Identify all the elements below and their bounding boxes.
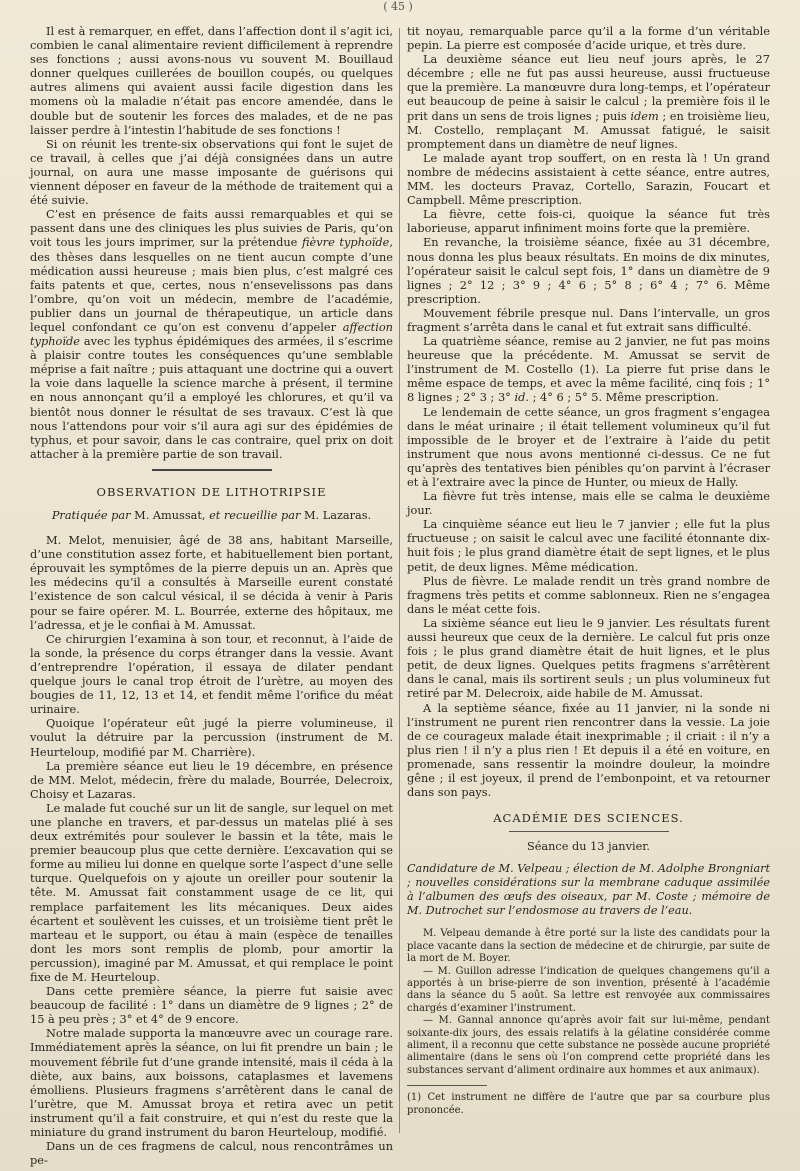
paragraph: Si on réunit les trente-six observations qui font le sujet de ce travail, à celles que j’ai déjà consignées dans un autre journal, on aura une masse imposante de guérisons qui viennent déposer en faveur de la méthode de traitement qui a été suivie.: [30, 136, 393, 208]
paragraph: La sixième séance eut lieu le 9 janvier. Les résultats furent aussi heureux que ceux de la dernière. Le calcul fut pris onze fois ; le plus grand diamètre était de huit lignes, et le plus petit, de deux lignes. Quelques petits fragmens s’arrêtèrent dans le canal, mais ils sortirent seuls ; un plus volumineux fut retiré par M. Delecroix, aide habile de M. Amussat.: [407, 615, 770, 701]
left-column: [30, 24, 393, 1167]
paragraph: Dans cette première séance, la pierre fut saisie avec beaucoup de facilité : 1° dans un diamètre de 9 lignes ; 2° de 15 à peu près ; 3° et 4° de 9 encore.: [30, 984, 393, 1027]
paragraph: Quoique l’opérateur eût jugé la pierre volumineuse, il voulut la détruire par la percussion (instrument de M. Heurteloup, modifié par M. Charrière).: [30, 716, 393, 759]
page-number: ( 45 ): [383, 0, 413, 13]
byline-italic: Pratiquée par: [51, 509, 131, 522]
session-date: Séance du 13 janvier.: [526, 840, 651, 854]
paragraph: [30, 207, 393, 461]
paragraph: Ce chirurgien l’examina à son tour, et reconnut, à l’aide de la sonde, la présence du corps étranger dans la vessie. Avant d’entreprendre l’opération, il essaya de dilater pendant quelque jours le canal trop étroit de l’urètre, au moyen des bougies de 11, 12, 13 et 14, et fendit même l’orifice du méat urinaire.: [30, 631, 393, 717]
text-run: , des thèses dans lesquelles on ne tient aucun compte d’une médication aussi heureuse ; mais bien plus, c’est malgré ces faits patents et que, certes, nous n’ensevelissons pas dans l’ombre, qu’on voit un médecin, membre de l’académie, publier dans un journal de thérapeutique, un article dans lequel confondant ce qu’on est convenu d’appeler: [30, 235, 393, 334]
footnote-rule: [407, 1085, 487, 1086]
right-column: [407, 24, 770, 1167]
paragraph: tit noyau, remarquable parce qu’il a la forme d’un véritable pepin. La pierre est composée d’acide urique, et très dure.: [407, 24, 770, 53]
paragraph: La cinquième séance eut lieu le 7 janvier ; elle fut la plus fructueuse ; on saisit le calcul avec une facilité étonnante dix-huit fois ; le plus grand diamètre était de sept lignes, et le plus petit, de deux lignes. Même médication.: [407, 517, 770, 574]
paragraph: Plus de fièvre. Le malade rendit un très grand nombre de fragmens très petits et comme sablonneux. Rien ne s’engagea dans le méat cette fois.: [407, 573, 770, 616]
paragraph: Le lendemain de cette séance, un gros fragment s’engagea dans le méat urinaire ; il était tellement volumineux qu’il fut impossible de le broyer et de l’extraire à l’aide du petit instrument que nous avons mentionné ci-dessus. Ce ne fut qu’après des tentatives bien pénibles qu’on parvint à l’écraser et à l’extraire avec la pince de Hunter, ou mieux de Hally.: [407, 404, 770, 489]
text-run: C’est en présence de faits aussi remarquables et qui se passent dans une des cliniques les plus suivies de Paris, qu’on voit tous les jours imprimer, sur la prétendue: [30, 207, 393, 250]
italic-term: affection typhoïde: [30, 319, 393, 349]
byline-name: M. Lazaras.: [300, 509, 372, 522]
section-separator: [152, 469, 272, 471]
heading-rule: [509, 831, 669, 832]
paragraph: — M. Guillon adresse l’indication de quelques changemens qu’il a apportés à un brise-pierre de son invention, présenté à l’académie dans la séance du 5 août. Sa lettre est renvoyée aux commissaires chargés d’examiner l’instrument.: [407, 965, 770, 1014]
paragraph: La première séance eut lieu le 19 décembre, en présence de MM. Melot, médecin, frère du malade, Bourrée, Delecroix, Choisy et Lazaras.: [30, 758, 393, 801]
text-run: ; en troisième lieu, M. Costello, remplaçant M. Amussat fatigué, le saisit promptement dans un diamètre de neuf lignes.: [407, 108, 770, 151]
footnote: (1) Cet instrument ne diffère de l’autre que par sa courbure plus prononcée.: [407, 1092, 770, 1116]
text-run: La quatrième séance, remise au 2 janvier, ne fut pas moins heureuse que la précédente. M. Amussat se servit de l’instrument de M. Costello (1). La pierre fut prise dans le même espace de temps, et avec la même facilité, cinq fois ; 1° 8 lignes ; 2° 3 ; 3°: [407, 334, 770, 405]
paragraph: Le malade fut couché sur un lit de sangle, sur lequel on met une planche en travers, et par-dessus un matelas plié à ses deux extrémités pour soulever le bassin et la tête, mais le premier beaucoup plus que cette dernière. L’excavation qui se forme au milieu lui donne en quelque sorte l’aspect d’une selle turque. Quelquefois on y ajoute un oreiller pour soutenir la tête. M. Amussat fait constamment usage de ce lit, qui remplace parfaitement les lits mécaniques. Deux aides écartent et soulèvent les cuisses, et un troisième tient prêt le marteau et le support, ou étau à main (espèce de tenailles dont les mors sont remplis de plomb, pour amortir la percussion), imaginé par M. Amussat, et qui remplace le point fixe de M. Heurteloup.: [30, 800, 393, 984]
italic-term: idem: [630, 108, 659, 123]
paragraph: [407, 52, 770, 151]
byline-name: M. Amussat,: [130, 509, 210, 522]
italic-term: id.: [514, 390, 529, 405]
paragraph: A la septième séance, fixée au 11 janvier, ni la sonde ni l’instrument ne purent rien rencontrer dans la vessie. La joie de ce courageux malade était inexprimable ; il criait : il n’y a plus rien ! il n’y a plus rien ! Et depuis il a été en voiture, en promenade, sans ressentir la moindre douleur, la moindre gêne ; il est joyeux, il prend de l’embonpoint, et va retourner dans son pays.: [407, 700, 770, 800]
section-heading: ACADÉMIE DES SCIENCES.: [493, 811, 684, 826]
italic-term: fièvre typhoïde: [301, 235, 390, 250]
paragraph: La fièvre, cette fois-ci, quoique la séance fut très laborieuse, apparut infiniment moins forte que la première.: [407, 207, 770, 236]
paragraph: [407, 334, 770, 404]
paragraph: La fièvre fut très intense, mais elle se calma le deuxième jour.: [407, 489, 770, 518]
paragraph: M. Velpeau demande à être porté sur la liste des candidats pour la place vacante dans la section de médecine et de chirurgie, par suite de la mort de M. Boyer.: [407, 928, 770, 965]
session-minutes: [407, 928, 770, 1077]
paragraph: Dans un de ces fragmens de calcul, nous rencontrâmes un pe-: [30, 1139, 393, 1168]
text-run: La deuxième séance eut lieu neuf jours après, le 27 décembre ; elle ne fut pas aussi heureuse, aussi fructueuse que la première. La manœuvre dura long-temps, et l’opérateur eut beaucoup de peine à saisir le calcul ; la première fois il le prit dans un sens de trois lignes ; puis: [407, 52, 770, 123]
paragraph: Il est à remarquer, en effet, dans l’affection dont il s’agit ici, combien le canal alimentaire revient difficilement à reprendre ses fonctions ; aussi avons-nous vu souvent M. Bouillaud donner quelques cuillerées de bouillon coupés, ou quelques autres alimens qui avaient aussi facile digestion dans les momens où la maladie n’était pas encore amendée, dans le double but de soutenir les forces des malades, et de ne pas laisser perdre à l’intestin l’habitude de ses fonctions !: [30, 24, 393, 137]
text-run: avec les typhus épidémiques des armées, il s’escrime à plaisir contre toutes les conséquences qu’une semblable méprise a fait naître ; puis attaquant une doctrine qui a ouvert la voie dans laquelle la science marche à présent, il termine en nous annonçant qu’il a employé les chlorures, et qu’il va bientôt nous donner le résultat de ses travaux. C’est là que nous l’attendons pour voir s’il aura agi sur des épidémies de typhus, et pour savoir, dans le cas contraire, quel prix on doit attacher à la première partie de son travail.: [30, 334, 393, 461]
paragraph: Mouvement fébrile presque nul. Dans l’intervalle, un gros fragment s’arrêta dans le canal et fut extrait sans difficulté.: [407, 305, 770, 334]
article-byline: [30, 509, 393, 523]
byline-italic: et recueillie par: [209, 509, 301, 522]
paragraph: Notre malade supporta la manœuvre avec un courage rare. Immédiatement après la séance, on lui fit prendre un bain ; le mouvement fébrile fut d’une grande intensité, mais il céda à la diète, aux bains, aux boissons, cataplasmes et lavemens émolliens. Plusieurs fragmens s’arrêtèrent dans le canal de l’urètre, que M. Amussat broya et retira avec un petit instrument qu’il a fait construire, et qui n’est du reste que la miniature du grand instrument du baron Heurteloup, modifié.: [30, 1026, 393, 1140]
paragraph: M. Melot, menuisier, âgé de 38 ans, habitant Marseille, d’une constitution assez forte, et habituellement bien portant, éprouvait les symptômes de la pierre depuis un an. Après que les médecins qu’il a consultés à Marseille eurent constaté l’existence de son calcul vésical, il se décida à venir à Paris pour se faire opérer. M. L. Bourrée, externe des hôpitaux, me l’adressa, et je le confiai à M. Amussat.: [30, 533, 393, 632]
paragraph: — M. Gannal annonce qu’après avoir fait sur lui-même, pendant soixante-dix jours, des essais relatifs à la gélatine considérée comme aliment, il a reconnu que cette substance ne possède aucune propriété alimentaire (dans le sens où l’on comprend cette propriété dans les substances servant d’aliment ordinaire aux hommes et aux animaux).: [407, 1015, 770, 1076]
text-run: ; 4° 6 ; 5° 5. Même prescription.: [528, 390, 719, 405]
paragraph: En revanche, la troisième séance, fixée au 31 décembre, nous donna les plus beaux résultats. En moins de dix minutes, l’opérateur saisit le calcul sept fois, 1° dans un diamètre de 9 lignes ; 2° 12 ; 3° 9 ; 4° 6 ; 5° 8 ; 6° 4 ; 7° 6. Même prescription.: [407, 235, 770, 306]
paragraph: Le malade ayant trop souffert, on en resta là ! Un grand nombre de médecins assistaient à cette séance, entre autres, MM. les docteurs Pravaz, Cortello, Sarazin, Foucart et Campbell. Même prescription.: [407, 150, 770, 208]
columns: [30, 24, 770, 1167]
article-title: OBSERVATION DE LITHOTRIPSIE: [96, 484, 327, 499]
session-agenda: Candidature de M. Velpeau ; élection de M. Adolphe Brongniart ; nouvelles considérations sur la membrane caduque assimilée à l’albumen des œufs des oiseaux, par M. Coste ; mémoire de M. Dutrochet sur l’endosmose au travers de l’eau.: [407, 862, 770, 918]
